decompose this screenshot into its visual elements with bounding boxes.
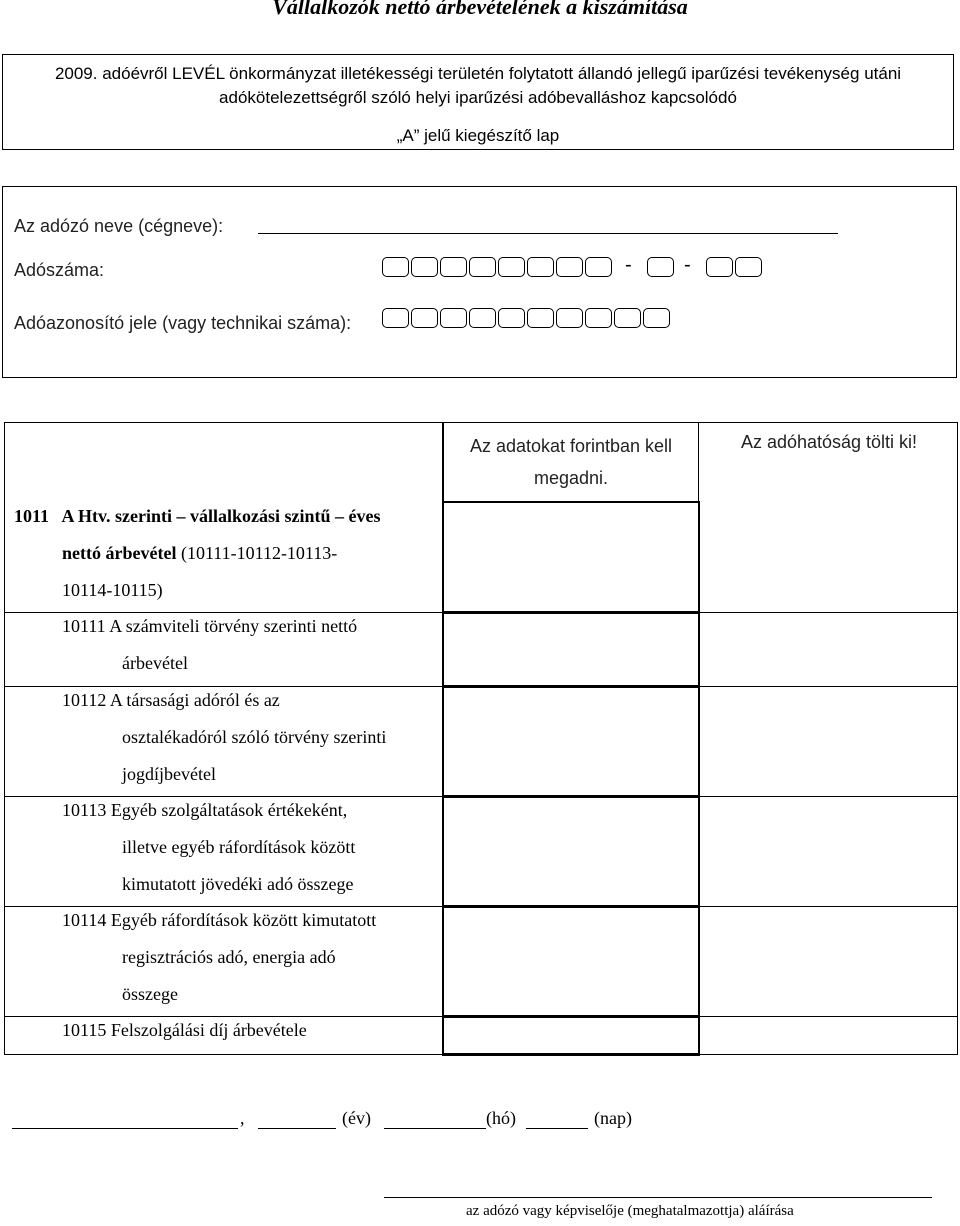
year-field[interactable] bbox=[258, 1128, 336, 1129]
digit-box[interactable] bbox=[614, 308, 641, 328]
row-label: Egyéb ráfordítások között kimutatott bbox=[110, 910, 377, 930]
taxpayer-name-label: Az adózó neve (cégneve): bbox=[14, 216, 224, 236]
digit-box[interactable] bbox=[382, 308, 409, 328]
tax-number-label: Adószáma: bbox=[14, 260, 105, 280]
month-field[interactable] bbox=[384, 1128, 486, 1129]
digit-box[interactable] bbox=[527, 308, 554, 328]
column-header-amount: Az adatokat forintban kell megadni. bbox=[469, 436, 673, 488]
tax-id-label: Adóazonosító jele (vagy technikai száma): bbox=[14, 313, 352, 333]
digit-box[interactable] bbox=[556, 308, 583, 328]
amount-cell-10111[interactable] bbox=[446, 616, 694, 684]
year-label: (év) bbox=[342, 1108, 371, 1128]
header-subtitle: „A” jelű kiegészítő lap bbox=[396, 126, 560, 145]
amount-cell-10115[interactable] bbox=[446, 1020, 694, 1052]
row-code: 10111 bbox=[62, 616, 106, 636]
amount-cell-10112[interactable] bbox=[446, 690, 694, 794]
digit-box[interactable] bbox=[440, 257, 467, 277]
digit-box[interactable] bbox=[706, 257, 733, 277]
digit-box[interactable] bbox=[411, 257, 438, 277]
taxpayer-box bbox=[2, 186, 957, 378]
table-left-border bbox=[4, 422, 5, 1055]
row-label: A számviteli törvény szerinti nettó bbox=[109, 616, 358, 636]
row-title-cont: nettó árbevétel bbox=[62, 543, 177, 563]
taxpayer-name-field[interactable] bbox=[258, 233, 838, 234]
place-field[interactable] bbox=[12, 1128, 238, 1129]
digit-box[interactable] bbox=[440, 308, 467, 328]
table-bottom-border-right bbox=[698, 1054, 958, 1055]
digit-box[interactable] bbox=[647, 257, 674, 277]
row-title: A Htv. szerinti – vállalkozási szintű – éves bbox=[61, 506, 381, 526]
amount-cell-1011[interactable] bbox=[446, 506, 694, 609]
header-line-2: adókötelezettségről szóló helyi iparűzési adóbevalláshoz kapcsolódó bbox=[219, 88, 737, 107]
row-code: 10115 bbox=[62, 1020, 107, 1040]
table-right-border bbox=[957, 422, 958, 1055]
row-label-cont: árbevétel bbox=[122, 653, 188, 673]
digit-box[interactable] bbox=[527, 257, 554, 277]
table-top-border bbox=[4, 422, 958, 423]
digit-box[interactable] bbox=[585, 308, 612, 328]
day-field[interactable] bbox=[526, 1128, 588, 1129]
page-title: Vállalkozók nettó árbevételének a kiszámítása bbox=[272, 0, 688, 19]
day-label: (nap) bbox=[594, 1108, 632, 1128]
row-1011 bbox=[14, 498, 454, 609]
digit-box[interactable] bbox=[469, 308, 496, 328]
digit-box[interactable] bbox=[382, 257, 409, 277]
column-header-authority: Az adóhatóság tölti ki! bbox=[740, 432, 918, 452]
row-label: Egyéb szolgáltatások értékeként, bbox=[110, 800, 348, 820]
header-line-1: 2009. adóévről LEVÉL önkormányzat illetékességi területén folytatott állandó jellegű iparűzési tevékenység utáni bbox=[54, 64, 902, 83]
digit-box[interactable] bbox=[585, 257, 612, 277]
row-10112 bbox=[62, 682, 442, 793]
row-formula: (10111-10112-10113- bbox=[180, 543, 338, 563]
row-label: A társasági adóról és az bbox=[109, 690, 280, 710]
row-label-cont: jogdíjbevétel bbox=[122, 764, 216, 784]
digit-box[interactable] bbox=[735, 257, 762, 277]
table-bottom-border bbox=[4, 1054, 444, 1055]
row-label-cont: osztalékadóról szóló törvény szerinti bbox=[122, 727, 387, 747]
amount-row-line bbox=[442, 685, 700, 688]
amount-row-line bbox=[442, 611, 700, 614]
amount-row-line bbox=[442, 905, 700, 908]
amount-row-line bbox=[442, 1015, 700, 1018]
row-code: 10114 bbox=[62, 910, 107, 930]
header-text bbox=[2, 62, 954, 110]
row-10115 bbox=[62, 1012, 442, 1049]
digit-box[interactable] bbox=[498, 308, 525, 328]
month-label: (hó) bbox=[486, 1108, 516, 1128]
tax-number-separator-2: - bbox=[684, 254, 691, 276]
digit-box[interactable] bbox=[643, 308, 670, 328]
row-label-cont: regisztrációs adó, energia adó bbox=[122, 947, 336, 967]
row-label-cont: összege bbox=[122, 984, 178, 1004]
row-10113 bbox=[62, 792, 442, 903]
amount-cell-10114[interactable] bbox=[446, 910, 694, 1014]
digit-box[interactable] bbox=[469, 257, 496, 277]
amount-row-line bbox=[442, 795, 700, 798]
date-comma: , bbox=[240, 1108, 245, 1128]
digit-box[interactable] bbox=[498, 257, 525, 277]
row-label-cont: kimutatott jövedéki adó összege bbox=[122, 874, 354, 894]
signature-label: az adózó vagy képviselője (meghatalmazottja) aláírása bbox=[466, 1203, 794, 1219]
digit-box[interactable] bbox=[411, 308, 438, 328]
row-10111 bbox=[62, 608, 442, 682]
row-code: 10112 bbox=[62, 690, 107, 710]
row-code: 1011 bbox=[14, 506, 50, 526]
amount-cell-10113[interactable] bbox=[446, 800, 694, 904]
row-code: 10113 bbox=[62, 800, 107, 820]
row-label: Felszolgálási díj árbevétele bbox=[110, 1020, 307, 1040]
digit-box[interactable] bbox=[556, 257, 583, 277]
row-label-cont: illetve egyéb ráfordítások között bbox=[122, 837, 356, 857]
table-amount-divider bbox=[442, 422, 444, 502]
row-formula-cont: 10114-10115) bbox=[62, 580, 163, 600]
signature-field[interactable] bbox=[384, 1197, 932, 1198]
row-10114 bbox=[62, 902, 442, 1013]
tax-number-separator-1: - bbox=[625, 254, 632, 276]
